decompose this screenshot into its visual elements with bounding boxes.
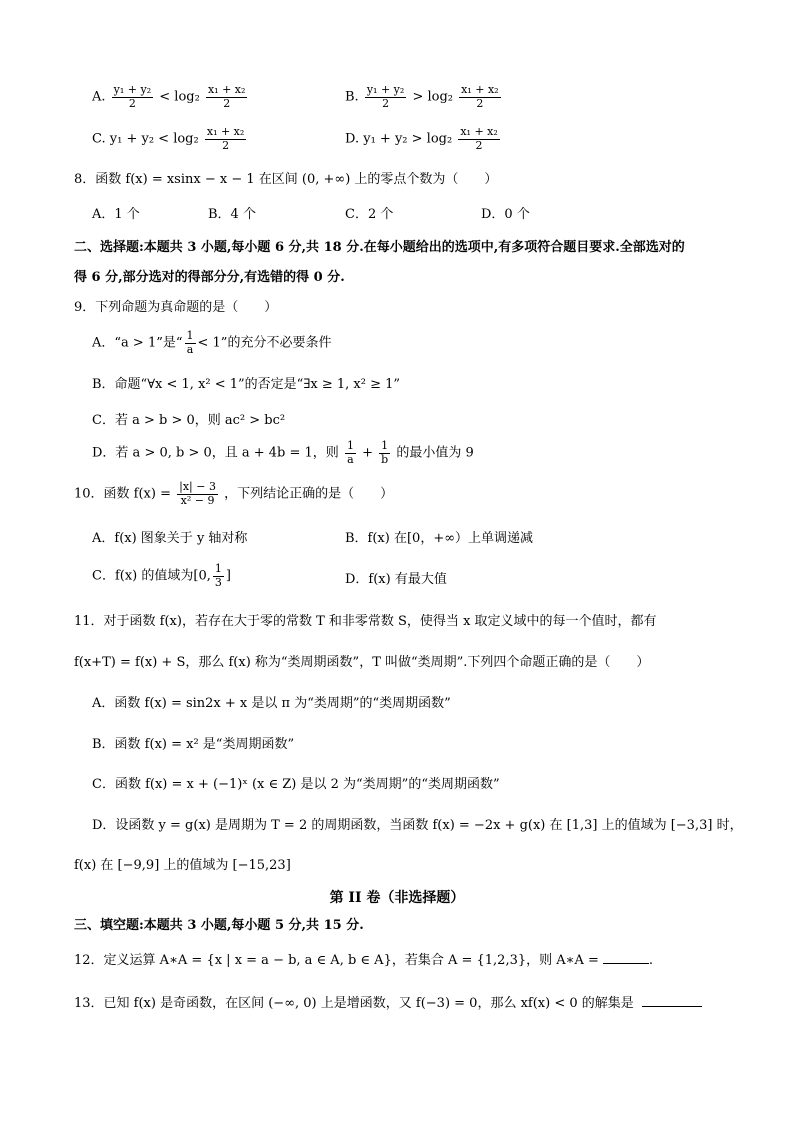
q10-option-a: A．f(x) 图象关于 y 轴对称 xyxy=(92,531,248,546)
q7-option-d: D. y₁ + y₂ > log₂ $\frac{\text{x₁ + x₂}}{2}$ xyxy=(345,125,498,152)
q9-option-b: B．命题“∀x < 1, x² < 1”的否定是“∃x ≥ 1, x² ≥ 1” xyxy=(92,377,401,392)
q11-stem-line1: 11．对于函数 f(x)，若存在大于零的常数 T 和非零常数 S，使得当 x 取定义域中的每一个值时，都有 xyxy=(74,614,657,629)
q11-option-d-line1: D．设函数 y = g(x) 是周期为 T = 2 的周期函数，当函数 f(x) = −2x + g(x) 在 [1,3] 上的值域为 [−3,3] 时， xyxy=(92,818,743,833)
q9-option-c: C．若 a > b > 0，则 ac² > bc² xyxy=(92,413,286,428)
q13-answer-blank[interactable] xyxy=(642,996,702,1007)
q9-option-d: D．若 a > 0, b > 0，且 a + 4b = 1，则 $\frac{1}{a}$ + $\frac{1}{b}$ 的最小值为 9 xyxy=(92,439,474,466)
q11-option-d-line2: f(x) 在 [−9,9] 上的值域为 [−15,23] xyxy=(74,858,291,873)
q11-option-a: A．函数 f(x) = sin2x + x 是以 π 为“类周期”的“类周期函数” xyxy=(92,696,451,711)
q10-option-b: B．f(x) 在[0，+∞）上单调递减 xyxy=(345,531,534,546)
q13: 13．已知 f(x) 是奇函数，在区间 (−∞, 0) 上是增函数，又 f(−3) = 0，那么 xf(x) < 0 的解集是 xyxy=(74,996,702,1012)
section2-heading-line2: 得 6 分,部分选对的得部分分,有选错的得 0 分. xyxy=(74,270,345,285)
q8-stem: 8．函数 f(x) = xsinx − x − 1 在区间 (0, +∞) 上的零点个数为（ ） xyxy=(74,172,498,187)
q11-stem-line2: f(x+T) = f(x) + S，那么 f(x) 称为“类周期函数”，T 叫做“类周期”.下列四个命题正确的是（ ） xyxy=(74,655,650,670)
q12: 12．定义运算 A∗A = {x | x = a − b, a ∈ A, b ∈ A}，若集合 A = {1,2,3}，则 A∗A = . xyxy=(74,953,654,968)
q9-stem: 9．下列命题为真命题的是（ ） xyxy=(74,300,278,315)
q9-option-a: A．“a > 1”是“ $\frac{1}{a}$ < 1”的充分不必要条件 xyxy=(92,329,332,356)
q8-option-c: C．2 个 xyxy=(345,207,394,222)
section2-heading-line1: 二、选择题:本题共 3 小题,每小题 6 分,共 18 分.在每小题给出的选项中,有多项符合题目要求.全部选对的 xyxy=(74,240,685,255)
part2-title: 第 II 卷（非选择题） xyxy=(329,890,465,906)
q10-stem: 10．函数 f(x) = $\frac{|x| - 3}{\text{x² − 9}}$ ，下列结论正确的是（ ） xyxy=(74,480,394,507)
q11-option-b: B．函数 f(x) = x² 是“类周期函数” xyxy=(92,737,295,752)
q11-option-c: C．函数 f(x) = x + (−1)ˣ (x ∈ Z) 是以 2 为“类周期”的“类周期函数” xyxy=(92,777,500,792)
q7-option-b: B. $\frac{\text{y₁ + y₂}}{2}$ > log₂ $\frac{\text{x₁ + x₂}}{2}$ xyxy=(345,83,499,110)
section3-heading: 三、填空题:本题共 3 小题,每小题 5 分,共 15 分. xyxy=(74,918,364,933)
q12-answer-blank[interactable] xyxy=(603,953,649,964)
q7-option-a: A. $\frac{\text{y₁ + y₂}}{2}$ < log₂ $\frac{\text{x₁ + x₂}}{2}$ xyxy=(92,83,246,110)
q10-option-c: C．f(x) 的值域为[0, $\frac{1}{3}$ ] xyxy=(92,562,231,589)
q8-option-b: B．4 个 xyxy=(208,207,256,222)
q8-option-d: D．0 个 xyxy=(481,207,530,222)
q7-option-c: C. y₁ + y₂ < log₂ $\frac{\text{x₁ + x₂}}{2}$ xyxy=(92,125,245,152)
q10-option-d: D．f(x) 有最大值 xyxy=(345,572,447,587)
q8-option-a: A．1 个 xyxy=(92,207,140,222)
